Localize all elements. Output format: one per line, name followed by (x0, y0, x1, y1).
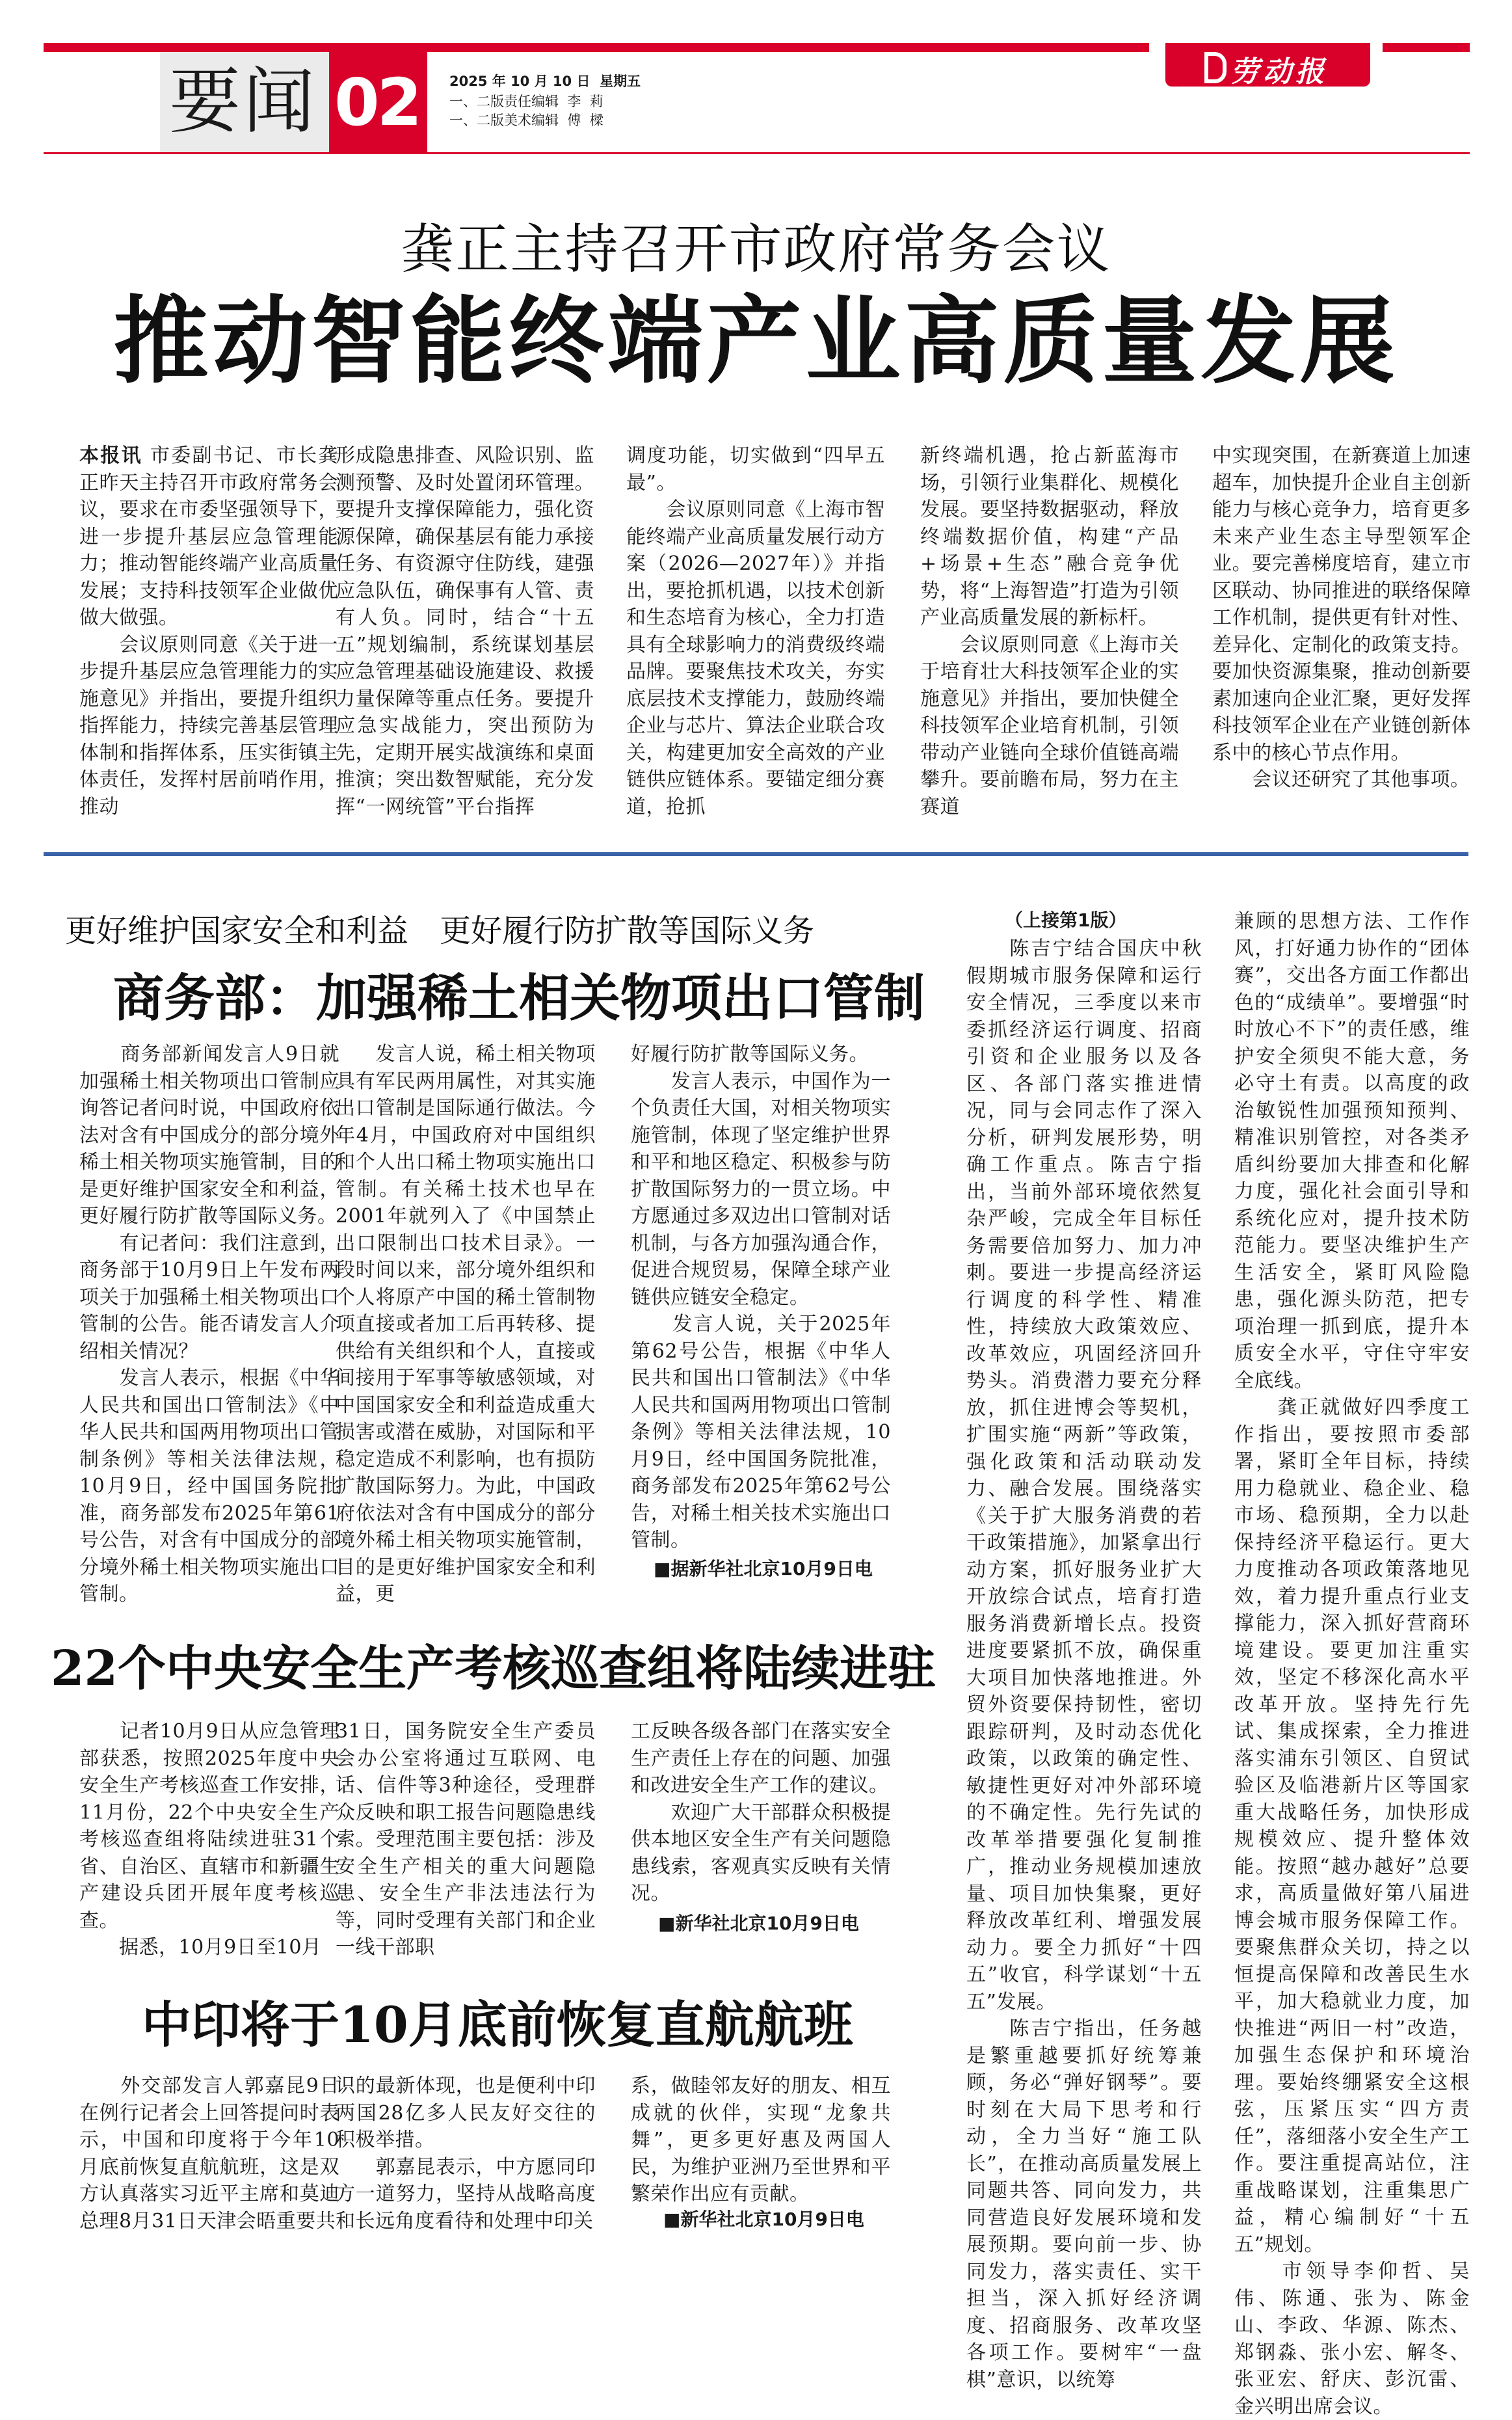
flights-column-1: 外交部发言人郭嘉昆9日在例行记者会上回答提问时表示，中国和印度将于今年10月底前恢复直航航班，这是双方认真落实习近平主席和莫迪总理8月31日天津会晤重要共 (79, 2075, 339, 2233)
inspection-column-2: 31日，国务院安全生产委员会办公室将通过互联网、电话、信件等3种途径，受理群众反映和职工报告问题隐患线索。受理范围主要包括：涉及安全生产相关的重大问题隐患、安全生产非法违法行为等，同时受理有关部门和企业一线干部职 (336, 1720, 596, 1959)
responsible-editor: 一、二版责任编辑 李 莉 (449, 94, 603, 109)
page-number-box (329, 52, 427, 153)
logo-text: 劳动报 (1230, 55, 1328, 88)
top-red-bar-right (1383, 43, 1470, 52)
masthead-bottom-rule (44, 152, 1470, 154)
continued-column-1: 陈吉宁结合国庆中秋假期城市服务保障和运行安全情况，三季度以来市委抓经济运行调度、招商引资和企业服务以及各区、各部门落实推进情况，同与会同志作了深入分析，研判发展形势，明确工作重点。陈吉宁指出，当前外部环境依然复杂严峻，完成全年目标任务需要倍加努力、加力冲刺。要进一步提高经济运行调度的科学性、精准性，持续放大政策效应、改革效应，巩固经济回升势头。消费潜力要充分释放，抓住进博会等契机，扩围实施“两新”等政策，强化政策和活动联动发力、融合发展。围绕落实《关于扩大服务消费的若干政策措施》，加紧拿出行动方案，抓好服务业扩大开放综合试点，培育打造服务消费新增长点。投资进度要紧抓不放，确保重大项目加快落地推进。外贸外资要保持韧性，密切跟踪研判，及时动态优化政策，以政策的确定性、敏捷性更好对冲外部环境的不确定性。先行先试的改革举措要强化复制推广，推动业务规模加速放量、项目加快集聚，更好释放改革红利、增强发展动力。要全力抓好“十四五”收官，科学谋划“十五五”发展。 陈吉宁指出，任务越是繁重越要抓好统筹兼顾，务必“弹好钢琴”。要时刻在大局下思考和行动，全力当好“施工队长”，在推动高质量发展上同题共答、同向发力，共同营造良好发展环境和发展预期。要向前一步、协同发力，落实责任、实干担当，深入抓好经济调度、招商服务、改革攻坚各项工作。要树牢“一盘棋”意识，以统筹 (966, 937, 1202, 2391)
issue-date: 2025 年 10 月 10 日 星期五 (449, 74, 641, 89)
flights-column-2: 识的最新体现，也是便利中印两国28亿多人民友好交往的积极举措。 郭嘉昆表示，中方愿同印方一道努力，坚持从战略高度和长远角度看待和处理中印关 (336, 2075, 596, 2233)
rare-earth-dateline: ■据新华社北京10月9日电 (654, 1558, 873, 1580)
lead-column-1-text: 市委副书记、市长龚正昨天主持召开市政府常务会议，要求在市委坚强领导下，进一步提升基层应急管理能力；推动智能终端产业高质量发展；支持科技领军企业做优做大做强。 会议原则同意《关于进一步提升基层应急管理能力的实施意见》并指出，要提升组织指挥能力，持续完善基层管理体制和指挥体系，压实街镇主体责任，发挥村居前哨作用，推动 (79, 444, 339, 818)
inspection-headline: 22个中央安全生产考核巡查组将陆续进驻 (51, 1641, 936, 1697)
rare-earth-column-2: 发言人说，稀土相关物项具有军民两用属性，对其实施出口管制是国际通行做法。今年4月，中国政府对中国组织和个人出口稀土物项实施出口管制。有关稀土技术也早在2001年就列入了《中国禁止出口限制出口技术目录》。一段时间以来，部分境外组织和个人将原产中国的稀土管制物项直接或者加工后再转移、提供给有关组织和个人，直接或间接用于军事等敏感领域，对中国国家安全和利益造成重大损害或潜在威胁，对国际和平稳定造成不利影响，也有损防扩散国际努力。为此，中国政府依法对含有中国成分的部分境外稀土相关物项实施管制，目的是更好维护国家安全和利益，更 (336, 1043, 596, 1606)
lead-column-3: 调度功能，切实做到“四早五最”。 会议原则同意《上海市智能终端产业高质量发展行动方案（2026—2027年）》并指出，要抢抓机遇，以技术创新和生态培育为核心，全力打造具有全球影响力的消费级终端品牌。要聚焦技术攻关，夯实底层技术支撑能力，鼓励终端企业与芯片、算法企业联合攻关，构建更加安全高效的产业链供应链体系。要锚定细分赛道，抢抓 (626, 444, 885, 818)
inspection-dateline: ■新华社北京10月9日电 (658, 1913, 859, 1934)
inspection-column-3: 工反映各级各部门在落实安全生产责任上存在的问题、加强和改进安全生产工作的建议。 欢迎广大干部群众积极提供本地区安全生产有关问题隐患线索，客观真实反映有关情况。 (631, 1720, 891, 1905)
lead-column-4: 新终端机遇，抢占新蓝海市场，引领行业集群化、规模化发展。要坚持数据驱动，释放终端数据价值，构建“产品+场景+生态”融合竞争优势，将“上海智造”打造为引领产业高质量发展的新标杆。 会议原则同意《上海市关于培育壮大科技领军企业的实施意见》并指出，要加快健全科技领军企业培育机制，引领带动产业链向全球价值链高端攀升。要前瞻布局，努力在主赛道 (920, 444, 1179, 818)
flights-headline: 中印将于10月底前恢复直航航班 (142, 1996, 853, 2054)
lead-headline: 推动智能终端产业高质量发展 (113, 286, 1399, 397)
lead-column-2: 形成隐患排查、风险识别、监测预警、及时处置闭环管理。要提升支撑保障能力，强化资源保障，确保基层有能力承接任务、有资源守住防线，建强应急队伍，确保事有人管、责有人负。同时，结合“十五五”规划编制，系统谋划基层应急管理基础设施建设、救援力量保障等重点任务。要提升应急实战能力，突出预防为先，定期开展实战演练和桌面推演；突出数智赋能，充分发挥“一网统管”平台指挥 (336, 444, 594, 818)
section-divider-rule (44, 852, 1468, 856)
art-editor: 一、二版美术编辑 傅 樑 (449, 113, 603, 128)
newspaper-logo (1165, 43, 1370, 87)
inspection-column-1: 记者10月9日从应急管理部获悉，按照2025年度中央安全生产考核巡查工作安排，11月份，22个中央安全生产考核巡查组将陆续进驻31个省、自治区、直辖市和新疆生产建设兵团开展年度考核巡查。 据悉，10月9日至10月 (79, 1720, 339, 1959)
continued-column-2: 兼顾的思想方法、工作作风，打好通力协作的“团体赛”，交出各方面工作都出色的“成绩单”。要增强“时时放心不下”的责任感，维护安全须臾不能大意，务必守土有责。以高度的政治敏锐性加强预知预判、精准识别管控，对各类矛盾纠纷要加大排查和化解力度，强化社会面引导和系统化应对，提升技术防范能力。要坚决维护生产生活安全，紧盯风险隐患，强化源头防范，把专项治理一抓到底，提升本质安全水平，守住守牢安全底线。 龚正就做好四季度工作指出，要按照市委部署，紧盯全年目标，持续用力稳就业、稳企业、稳市场、稳预期，全力以赴保持经济平稳运行。更大力度推动各项政策落地见效，着力提升重点行业支撑能力，深入抓好营商环境建设。要更加注重实效，坚定不移深化高水平改革开放。坚持先行先试、集成探索，全力推进落实浦东引领区、自贸试验区及临港新片区等国家重大战略任务，加快形成规模效应、提升整体效能。按照“越办越好”总要求，高质量做好第八届进博会城市服务保障工作。要聚焦群众关切，持之以恒提高保障和改善民生水平，加大稳就业力度，加快推进“两旧一村”改造，加强生态保护和环境治理。要始终绷紧安全这根弦，压紧压实“四方责任”，落细落小安全生产工作。要注重提高站位，注重战略谋划，注重集思广益，精心编制好“十五五”规划。 市领导李仰哲、吴伟、陈通、张为、陈金山、李政、华源、陈杰、郑钢淼、张小宏、解冬、张亚宏、舒庆、彭沉雷、金兴明出席会议。 (1234, 910, 1470, 2418)
section-label: 要闻 (169, 60, 317, 143)
lead-kicker: 龚正主持召开市政府常务会议 (401, 219, 1111, 280)
logo-mark-icon (1204, 52, 1227, 83)
rare-earth-column-1: 商务部新闻发言人9日就加强稀土相关物项出口管制应询答记者问时说，中国政府依法对含有中国成分的部分境外稀土相关物项实施管制，目的是更好维护国家安全和利益，更好履行防扩散等国际义务。 有记者问：我们注意到，商务部于10月9日上午发布两项关于加强稀土相关物项出口管制的公告。能否请发言人介绍相关情况？ 发言人表示，根据《中华人民共和国出口管制法》《中华人民共和国两用物项出口管制条例》等相关法律法规，10月9日，经中国国务院批准，商务部发布2025年第61号公告，对含有中国成分的部分境外稀土相关物项实施出口管制。 (79, 1043, 339, 1606)
rare-earth-column-3: 好履行防扩散等国际义务。 发言人表示，中国作为一个负责任大国，对相关物项实施管制，体现了坚定维护世界和平和地区稳定、积极参与防扩散国际努力的一贯立场。中方愿通过多双边出口管制对话机制，与各方加强沟通合作，促进合规贸易，保障全球产业链供应链安全稳定。 发言人说，关于2025年第62号公告，根据《中华人民共和国出口管制法》《中华人民共和国两用物项出口管制条例》等相关法律法规，10月9日，经中国国务院批准，商务部发布2025年第62号公告，对稀土相关技术实施出口管制。 (631, 1043, 891, 1552)
section-label-box (160, 52, 329, 153)
continued-from-label: （上接第1版） (1005, 909, 1127, 931)
rare-earth-kicker: 更好维护国家安全和利益 更好履行防扩散等国际义务 (65, 913, 815, 949)
lead-column-5: 中实现突围，在新赛道上加速超车，加快提升企业自主创新能力与核心竞争力，培育更多未来产业生态主导型领军企业。要完善梯度培育，建立市区联动、协同推进的联络保障工作机制，提供更有针对性、差异化、定制化的政策支持。要加快资源集聚，推动创新要素加速向企业汇聚，更好发挥科技领军企业在产业链创新体系中的核心节点作用。 会议还研究了其他事项。 (1212, 444, 1471, 791)
flights-dateline: ■新华社北京10月9日电 (663, 2209, 864, 2230)
page-number: 02 (334, 64, 420, 141)
rare-earth-headline: 商务部：加强稀土相关物项出口管制 (113, 969, 925, 1028)
lead-label: 本报讯 (79, 444, 142, 467)
lead-column-1 (79, 442, 338, 820)
flights-column-3: 系，做睦邻友好的朋友、相互成就的伙伴，实现“龙象共舞”，更多更好惠及两国人民，为维护亚洲乃至世界和平繁荣作出应有贡献。 (631, 2075, 891, 2205)
top-red-bar (44, 43, 1149, 52)
